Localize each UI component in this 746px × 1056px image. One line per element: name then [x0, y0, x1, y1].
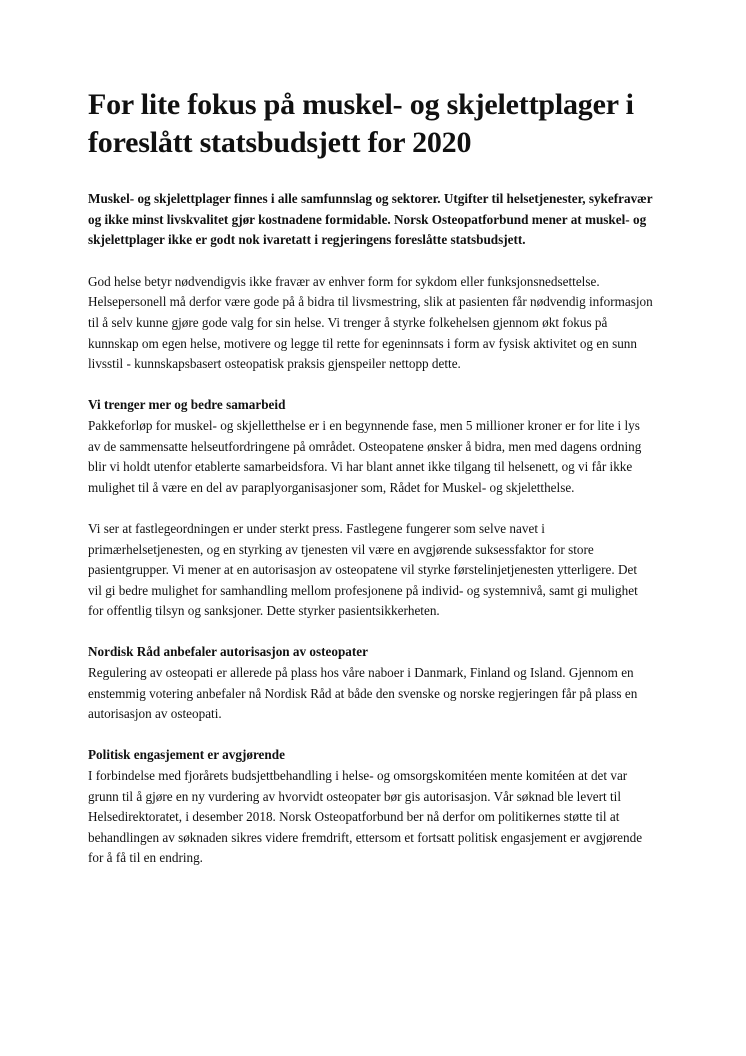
document-page [88, 86, 654, 869]
section-heading: Vi trenger mer og bedre samarbeid [88, 397, 286, 413]
section-samarbeid [88, 395, 654, 622]
section-paragraph: Regulering av osteopati er allerede på plass hos våre naboer i Danmark, Finland og Island. Gjennom en enstemmig votering anbefaler nå Nordisk Råd at både den svenske og norske regjeringen får på plass en autorisasjon av osteopati. [88, 665, 638, 722]
lead-paragraph: Muskel- og skjelettplager finnes i alle samfunnslag og sektorer. Utgifter til helsetjenester, sykefravær og ikke minst livskvalitet gjør kostnadene formidable. Norsk Osteopatforbund mener at muskel- og skjelettplager ikke er godt nok ivaretatt i regjeringens foreslåtte statsbudsjett. [88, 191, 653, 248]
section-paragraph: Vi ser at fastlegeordningen er under sterkt press. Fastlegene fungerer som selve navet i primærhelsetjenesten, og en styrking av tjenesten vil være en avgjørende suksessfaktor for store pasientgrupper. Vi mener at en autorisasjon av osteopatene vil styrke førstelinjetjenesten ytterligere. Det vil gi bedre mulighet for samhandling mellom profesjonene på individ- og systemnivå, samt gi mulighet for offentlig tilsyn og sanksjoner. Dette styrker pasientsikkerheten. [88, 520, 638, 619]
section-heading: Politisk engasjement er avgjørende [88, 747, 285, 763]
section-politisk-engasjement [88, 745, 654, 869]
section-nordisk-rad [88, 642, 654, 724]
section-paragraph: I forbindelse med fjorårets budsjettbehandling i helse- og omsorgskomitéen mente komitéen at det var grunn til å gjøre en ny vurdering av hvorvidt osteopater bør gis autorisasjon. Vår søknad ble levert til Helsedirektoratet, i desember 2018. Norsk Osteopatforbund ber nå derfor om politikernes støtte til at behandlingen av søknaden sikres videre fremdrift, ettersom et fortsatt politisk engasjement er avgjørende for å få til en endring. [88, 768, 643, 866]
section-paragraph: Pakkeforløp for muskel- og skjelletthelse er i en begynnende fase, men 5 millioner kroner er for lite i lys av de sammensatte helseutfordringene på området. Osteopatene ønsker å bidra, men med dagens ordning blir vi holdt utenfor etablerte samarbeidsfora. Vi har blant annet ikke tilgang til helsenett, og vi får ikke mulighet til å være en del av paraplyorganisasjoner som, Rådet for Muskel- og skjeletthelse. [88, 417, 642, 495]
document-title: For lite fokus på muskel- og skjelettplager i foreslått statsbudsjett for 2020 [88, 88, 634, 159]
section-heading: Nordisk Råd anbefaler autorisasjon av osteopater [88, 644, 368, 660]
intro-paragraph: God helse betyr nødvendigvis ikke fravær av enhver form for sykdom eller funksjonsnedsettelse. Helsepersonell må derfor være gode på å bidra til livsmestring, slik at pasienten får nødvendig informasjon til å selv kunne gjøre gode valg for sin helse. Vi trenger å styrke folkehelsen gjennom økt fokus på kunnskap om egen helse, motivere og legge til rette for egeninnsats i form av fysisk aktivitet og en sunn livsstil - kunnskapsbasert osteopatisk praksis gjenspeiler nettopp dette. [88, 273, 653, 372]
